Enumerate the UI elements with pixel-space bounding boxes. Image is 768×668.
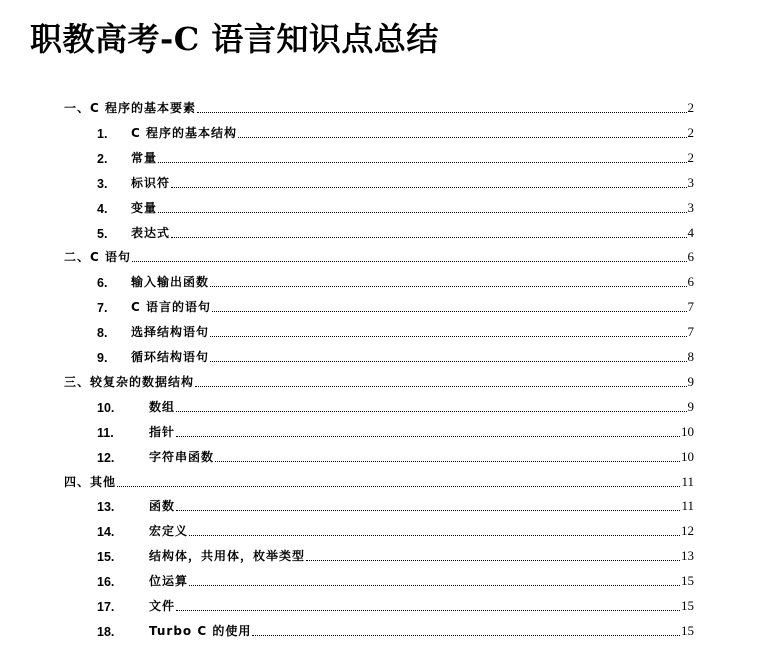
toc-entry-label: C 语言的语句 [131,300,211,315]
toc-item-entry[interactable] [97,443,694,465]
dot-leader [171,236,686,238]
dot-leader [238,136,687,138]
toc-item-entry[interactable] [97,517,694,539]
toc-item-entry[interactable] [97,293,694,315]
toc-entry-page-number: 7 [687,324,694,340]
toc-item-entry[interactable] [97,592,694,614]
toc-section-entry[interactable] [64,468,694,490]
toc-entry-label: 字符串函数 [149,449,215,464]
toc-entry-page-number: 10 [681,448,694,464]
toc-entry-label: 指针 [149,424,176,439]
toc-entry-number: 11. [97,425,114,440]
toc-entry-number: 12. [97,450,115,465]
toc-entry-page-number: 7 [687,299,694,315]
dot-leader [176,609,680,611]
toc-entry-label: 宏定义 [149,524,189,539]
toc-item-entry[interactable] [97,194,694,216]
toc-section-entry[interactable] [64,94,694,116]
toc-entry-label: 一、C 程序的基本要素 [64,101,196,115]
toc-entry-page-number: 6 [687,249,694,265]
toc-entry-page-number: 12 [681,523,694,539]
dot-leader [195,385,686,387]
toc-item-entry[interactable] [97,492,694,514]
toc-item-entry[interactable] [97,542,694,564]
toc-entry-number: 18. [97,624,115,639]
toc-entry-number: 4. [97,201,108,216]
toc-entry-number: 10. [97,400,115,415]
toc-section-entry[interactable] [64,368,694,390]
toc-entry-page-number: 2 [687,124,694,140]
toc-entry-page-number: 3 [687,174,694,190]
toc-entry-number: 15. [97,550,115,565]
toc-entry-page-number: 8 [687,349,694,364]
toc-section-entry[interactable] [64,243,694,265]
toc-entry-label: 选择结构语句 [131,325,210,340]
toc-entry-page-number: 3 [687,199,694,215]
toc-item-entry[interactable] [97,343,694,365]
toc-entry-label: 文件 [149,599,176,613]
toc-entry-number: 14. [97,525,115,540]
toc-entry-label: 表达式 [131,225,171,240]
toc-entry-number: 2. [97,151,108,166]
toc-entry-page-number: 6 [687,274,694,290]
dot-leader [158,161,686,163]
toc-item-entry[interactable] [97,169,694,191]
toc-entry-label: 变量 [131,200,158,215]
toc-entry-page-number: 10 [681,423,694,439]
toc-item-entry[interactable] [97,219,694,241]
toc-entry-number: 7. [97,301,108,316]
toc-entry-page-number: 2 [687,149,694,165]
toc-entry-page-number: 11 [681,473,694,489]
toc-entry-number: 13. [97,500,115,515]
toc-entry-label: C 程序的基本结构 [131,125,237,140]
toc-entry-label: 常量 [131,150,158,165]
dot-leader [176,509,680,511]
toc-entry-page-number: 9 [687,373,694,389]
toc-entry-label: Turbo C 的使用 [149,623,252,638]
toc-entry-number: 17. [97,600,115,614]
dot-leader [210,285,686,287]
dot-leader [210,360,686,362]
toc-item-entry[interactable] [97,144,694,166]
toc-entry-label: 三、较复杂的数据结构 [64,374,195,389]
toc-entry-page-number: 13 [681,548,694,564]
toc-item-entry[interactable] [97,318,694,340]
toc-entry-page-number: 2 [687,100,694,115]
toc-entry-page-number: 15 [681,598,694,613]
toc-entry-label: 结构体，共用体，枚举类型 [149,549,306,564]
toc-item-entry[interactable] [97,617,694,639]
dot-leader [197,111,687,113]
toc-entry-label: 四、其他 [64,474,117,489]
toc-entry-number: 5. [97,226,108,241]
toc-entry-page-number: 4 [687,224,694,240]
toc-entry-page-number: 15 [681,622,694,638]
toc-item-entry[interactable] [97,418,694,440]
toc-entry-label: 循环结构语句 [131,350,210,364]
toc-entry-label: 二、C 语句 [64,250,131,265]
dot-leader [171,186,686,188]
dot-leader [252,634,680,636]
toc-item-entry[interactable] [97,567,694,589]
toc-entry-number: 3. [97,176,108,191]
dot-leader [132,260,687,262]
toc-entry-page-number: 9 [687,398,694,414]
toc-item-entry[interactable] [97,268,694,290]
toc-entry-page-number: 11 [681,498,694,514]
toc-entry-label: 位运算 [149,574,189,589]
dot-leader [189,534,680,536]
toc-item-entry[interactable] [97,393,694,415]
toc-entry-page-number: 15 [681,573,694,589]
toc-entry-number: 16. [97,575,115,590]
dot-leader [176,410,686,412]
toc-entry-number: 8. [97,326,108,341]
toc-entry-label: 数组 [149,399,176,414]
dot-leader [189,584,680,586]
toc-entry-label: 输入输出函数 [131,275,210,290]
dot-leader [210,335,686,337]
dot-leader [215,460,680,462]
toc-item-entry[interactable] [97,119,694,141]
toc-entry-number: 6. [97,276,108,291]
toc-entry-number: 1. [97,126,108,141]
toc-entry-label: 函数 [149,499,176,514]
document-title: 职教高考-C 语言知识点总结 [30,20,439,58]
toc-entry-number: 9. [97,351,108,365]
toc-entry-label: 标识符 [131,175,171,190]
dot-leader [117,485,680,487]
dot-leader [176,435,680,437]
dot-leader [212,310,687,312]
dot-leader [306,559,680,561]
dot-leader [158,211,686,213]
